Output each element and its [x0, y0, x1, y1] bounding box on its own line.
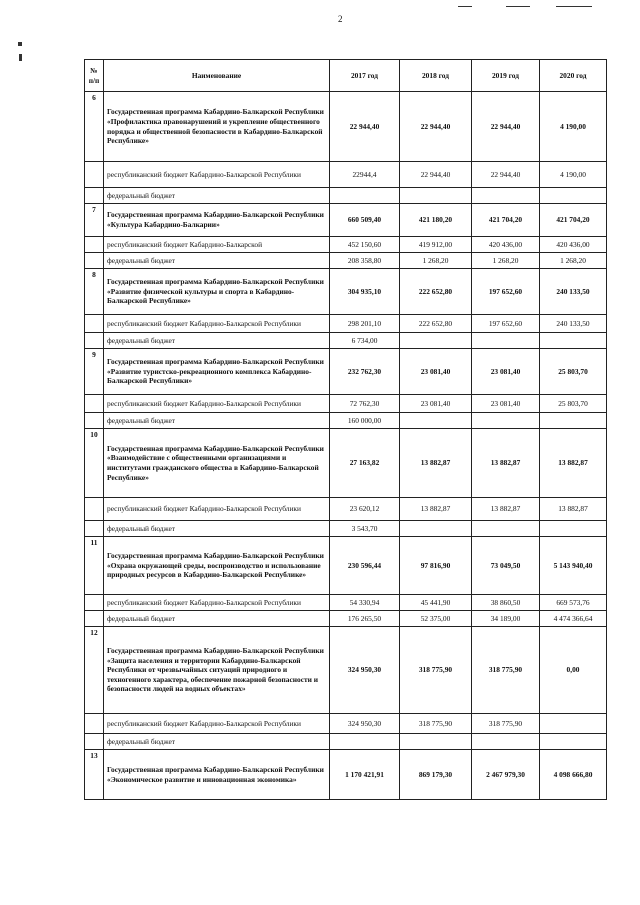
value-2018 — [400, 521, 472, 537]
budget-row — [85, 237, 607, 253]
value-2018: 52 375,00 — [400, 611, 472, 627]
table-body — [85, 92, 607, 800]
value-2019 — [472, 413, 540, 429]
num-cell: 7 — [85, 204, 104, 237]
budget-row — [85, 315, 607, 333]
value-2018: 97 816,90 — [400, 537, 472, 595]
budget-row — [85, 413, 607, 429]
value-2020: 4 190,00 — [540, 162, 607, 188]
num-cell — [85, 253, 104, 269]
value-2019: 23 081,40 — [472, 395, 540, 413]
value-2017: 3 543,70 — [330, 521, 400, 537]
value-2019 — [472, 188, 540, 204]
value-2019: 73 049,50 — [472, 537, 540, 595]
value-2017: 452 150,60 — [330, 237, 400, 253]
value-2018: 1 268,20 — [400, 253, 472, 269]
value-2019: 197 652,60 — [472, 269, 540, 315]
value-2020 — [540, 188, 607, 204]
header-name: Наименование — [104, 60, 330, 92]
value-2018 — [400, 188, 472, 204]
value-2018 — [400, 734, 472, 750]
value-2020: 1 268,20 — [540, 253, 607, 269]
num-cell — [85, 162, 104, 188]
value-2019 — [472, 734, 540, 750]
program-row — [85, 627, 607, 714]
value-2017: 176 265,50 — [330, 611, 400, 627]
scan-mark-top-right-2 — [506, 6, 530, 7]
value-2017: 660 509,40 — [330, 204, 400, 237]
value-2017: 208 358,80 — [330, 253, 400, 269]
num-cell — [85, 734, 104, 750]
num-cell — [85, 188, 104, 204]
value-2020: 4 190,00 — [540, 92, 607, 162]
num-cell — [85, 315, 104, 333]
scan-mark-top-right-3 — [556, 6, 592, 7]
value-2019: 13 882,87 — [472, 498, 540, 521]
scan-mark-top-right — [458, 6, 472, 7]
value-2020: 421 704,20 — [540, 204, 607, 237]
table-header-row — [85, 60, 607, 92]
num-cell — [85, 714, 104, 734]
name-cell: республиканский бюджет Кабардино-Балкарской Республики — [104, 162, 330, 188]
num-cell: 6 — [85, 92, 104, 162]
header-2020: 2020 год — [540, 60, 607, 92]
value-2020 — [540, 333, 607, 349]
num-cell — [85, 611, 104, 627]
value-2017: 54 330,94 — [330, 595, 400, 611]
value-2017: 324 950,30 — [330, 714, 400, 734]
num-cell — [85, 237, 104, 253]
value-2020: 240 133,50 — [540, 315, 607, 333]
value-2017: 230 596,44 — [330, 537, 400, 595]
value-2017: 23 620,12 — [330, 498, 400, 521]
value-2020: 4 474 366,64 — [540, 611, 607, 627]
value-2018: 22 944,40 — [400, 162, 472, 188]
name-cell: Государственная программа Кабардино-Балкарской Республики «Защита населения и территории Кабардино-Балкарской Республики от чрезвычайных ситуаций природного и техногенного характера, обеспечение пожарной безопасности и безопасности людей на водных объектах» — [104, 627, 330, 714]
program-row — [85, 92, 607, 162]
value-2020 — [540, 521, 607, 537]
value-2017 — [330, 734, 400, 750]
value-2018: 222 652,80 — [400, 315, 472, 333]
num-cell: 9 — [85, 349, 104, 395]
value-2018: 421 180,20 — [400, 204, 472, 237]
name-cell: Государственная программа Кабардино-Балкарской Республики «Развитие туристско-рекреационного комплекса Кабардино-Балкарской Республики» — [104, 349, 330, 395]
name-cell: федеральный бюджет — [104, 521, 330, 537]
value-2017: 298 201,10 — [330, 315, 400, 333]
budget-row — [85, 333, 607, 349]
value-2019: 34 189,00 — [472, 611, 540, 627]
value-2019: 22 944,40 — [472, 92, 540, 162]
value-2020: 4 098 666,80 — [540, 750, 607, 800]
name-cell: республиканский бюджет Кабардино-Балкарской Республики — [104, 498, 330, 521]
header-2019: 2019 год — [472, 60, 540, 92]
value-2017: 72 762,30 — [330, 395, 400, 413]
num-cell: 13 — [85, 750, 104, 800]
name-cell: федеральный бюджет — [104, 734, 330, 750]
value-2017: 6 734,00 — [330, 333, 400, 349]
budget-row — [85, 734, 607, 750]
budget-row — [85, 595, 607, 611]
value-2017: 27 163,82 — [330, 429, 400, 498]
budget-row — [85, 395, 607, 413]
page-number: 2 — [338, 14, 343, 24]
budget-row — [85, 498, 607, 521]
program-row — [85, 429, 607, 498]
num-cell — [85, 498, 104, 521]
name-cell: республиканский бюджет Кабардино-Балкарской Республики — [104, 714, 330, 734]
value-2019: 2 467 979,30 — [472, 750, 540, 800]
value-2019: 38 860,50 — [472, 595, 540, 611]
name-cell: федеральный бюджет — [104, 333, 330, 349]
num-cell: 11 — [85, 537, 104, 595]
value-2019: 421 704,20 — [472, 204, 540, 237]
value-2020: 25 803,70 — [540, 395, 607, 413]
value-2017: 304 935,10 — [330, 269, 400, 315]
budget-row — [85, 253, 607, 269]
program-row — [85, 204, 607, 237]
name-cell: Государственная программа Кабардино-Балкарской Республики «Развитие физической культуры и спорта в Кабардино-Балкарской Республике» — [104, 269, 330, 315]
value-2017: 232 762,30 — [330, 349, 400, 395]
value-2019: 22 944,40 — [472, 162, 540, 188]
program-row — [85, 269, 607, 315]
value-2020: 5 143 940,40 — [540, 537, 607, 595]
value-2020 — [540, 734, 607, 750]
budget-row — [85, 714, 607, 734]
value-2020: 13 882,87 — [540, 429, 607, 498]
value-2019 — [472, 333, 540, 349]
num-cell — [85, 395, 104, 413]
name-cell: Государственная программа Кабардино-Балкарской Республики «Экономическое развитие и инновационная экономика» — [104, 750, 330, 800]
num-cell — [85, 521, 104, 537]
value-2020: 25 803,70 — [540, 349, 607, 395]
value-2020: 669 573,76 — [540, 595, 607, 611]
program-row — [85, 537, 607, 595]
budget-row — [85, 162, 607, 188]
value-2019 — [472, 521, 540, 537]
value-2019: 1 268,20 — [472, 253, 540, 269]
name-cell: федеральный бюджет — [104, 611, 330, 627]
value-2019: 318 775,90 — [472, 627, 540, 714]
value-2018: 419 912,00 — [400, 237, 472, 253]
name-cell: Государственная программа Кабардино-Балкарской Республики «Взаимодействие с общественными организациями и институтами гражданского общества в Кабардино-Балкарской Республике» — [104, 429, 330, 498]
value-2018: 13 882,87 — [400, 498, 472, 521]
value-2018: 45 441,90 — [400, 595, 472, 611]
num-cell — [85, 333, 104, 349]
num-cell — [85, 413, 104, 429]
num-cell: 8 — [85, 269, 104, 315]
value-2020: 0,00 — [540, 627, 607, 714]
value-2017 — [330, 188, 400, 204]
value-2018: 869 179,30 — [400, 750, 472, 800]
scan-mark-top-left — [18, 42, 22, 46]
budget-row — [85, 611, 607, 627]
value-2017: 22 944,40 — [330, 92, 400, 162]
value-2019: 318 775,90 — [472, 714, 540, 734]
program-row — [85, 750, 607, 800]
value-2018: 23 081,40 — [400, 349, 472, 395]
name-cell: федеральный бюджет — [104, 413, 330, 429]
value-2020: 13 882,87 — [540, 498, 607, 521]
value-2018: 318 775,90 — [400, 627, 472, 714]
num-cell — [85, 595, 104, 611]
value-2020 — [540, 413, 607, 429]
value-2019: 197 652,60 — [472, 315, 540, 333]
value-2018: 318 775,90 — [400, 714, 472, 734]
value-2018: 222 652,80 — [400, 269, 472, 315]
budget-table — [84, 59, 607, 800]
value-2020: 420 436,00 — [540, 237, 607, 253]
value-2019: 420 436,00 — [472, 237, 540, 253]
name-cell: Государственная программа Кабардино-Балкарской Республики «Охрана окружающей среды, воспроизводство и использование природных ресурсов в Кабардино-Балкарской Республике» — [104, 537, 330, 595]
program-row — [85, 349, 607, 395]
value-2017: 324 950,30 — [330, 627, 400, 714]
value-2018: 13 882,87 — [400, 429, 472, 498]
value-2019: 23 081,40 — [472, 349, 540, 395]
value-2019: 13 882,87 — [472, 429, 540, 498]
budget-row — [85, 521, 607, 537]
num-cell: 12 — [85, 627, 104, 714]
scan-mark-left — [19, 54, 22, 61]
header-2017: 2017 год — [330, 60, 400, 92]
value-2017: 160 000,00 — [330, 413, 400, 429]
name-cell: федеральный бюджет — [104, 253, 330, 269]
name-cell: Государственная программа Кабардино-Балкарской Республики «Профилактика правонарушений и укрепление общественного порядка и общественной безопасности в Кабардино-Балкарской Республике» — [104, 92, 330, 162]
value-2017: 22944,4 — [330, 162, 400, 188]
value-2020: 240 133,50 — [540, 269, 607, 315]
budget-row — [85, 188, 607, 204]
num-cell: 10 — [85, 429, 104, 498]
value-2018: 23 081,40 — [400, 395, 472, 413]
name-cell: республиканский бюджет Кабардино-Балкарской Республики — [104, 315, 330, 333]
value-2018: 22 944,40 — [400, 92, 472, 162]
value-2017: 1 170 421,91 — [330, 750, 400, 800]
name-cell: республиканский бюджет Кабардино-Балкарской Республики — [104, 395, 330, 413]
header-num: № п/п — [85, 60, 104, 92]
name-cell: республиканский бюджет Кабардино-Балкарской Республики — [104, 595, 330, 611]
header-2018: 2018 год — [400, 60, 472, 92]
value-2018 — [400, 333, 472, 349]
name-cell: республиканский бюджет Кабардино-Балкарской — [104, 237, 330, 253]
value-2020 — [540, 714, 607, 734]
name-cell: Государственная программа Кабардино-Балкарской Республики «Культура Кабардино-Балкарии» — [104, 204, 330, 237]
name-cell: федеральный бюджет — [104, 188, 330, 204]
value-2018 — [400, 413, 472, 429]
